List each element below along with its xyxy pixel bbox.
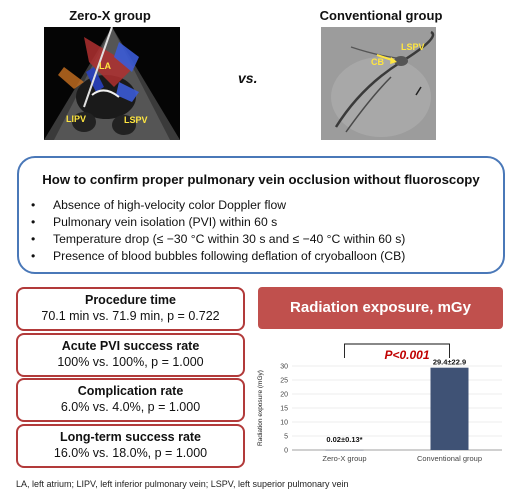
echo-label-lipv: LIPV: [66, 114, 87, 124]
fluoro-label-lspv: LSPV: [401, 42, 425, 52]
stat-title: Procedure time: [84, 293, 176, 307]
stat-box-long-term: [16, 424, 245, 468]
occlusion-criteria-box: [17, 156, 505, 274]
y-axis-label: Radiation exposure (mGy): [257, 370, 264, 446]
stat-value: 16.0% vs. 18.0%, p = 1.000: [53, 446, 208, 460]
conventional-group-title: Conventional group: [319, 8, 443, 23]
criteria-item: • Absence of high-velocity color Doppler flow: [25, 197, 503, 214]
radiation-chart: [252, 332, 514, 472]
echo-label-la: LA: [99, 61, 111, 71]
stat-title: Long-term success rate: [59, 430, 202, 444]
x-category-label: Conventional group: [416, 454, 483, 463]
echo-label-lspv: LSPV: [124, 115, 148, 125]
bar-data-label: 0.02±0.13*: [326, 435, 363, 444]
y-tick-label: 15: [280, 405, 288, 413]
stat-box-procedure-time: [16, 287, 245, 331]
y-tick-label: 10: [280, 419, 288, 427]
zero-x-group-title: Zero-X group: [69, 8, 151, 23]
stat-title: Complication rate: [77, 384, 184, 398]
criteria-item: • Temperature drop (≤ −30 °C within 30 s and ≤ −40 °C within 60 s): [25, 231, 503, 248]
stat-value: 100% vs. 100%, p = 1.000: [57, 355, 204, 369]
y-tick-label: 30: [280, 363, 288, 371]
stat-box-complication: [16, 378, 245, 422]
y-tick-label: 5: [284, 433, 288, 441]
fluoroscopy-image: [321, 27, 436, 140]
footnote: LA, left atrium; LIPV, left inferior pulmonary vein; LSPV, left superior pulmonary vein: [16, 479, 349, 489]
y-tick-label: 20: [280, 391, 288, 399]
significance-label: P<0.001: [384, 348, 430, 362]
echo-image: [44, 27, 180, 140]
fluoro-label-cb: CB: [371, 57, 384, 67]
stat-title: Acute PVI success rate: [61, 339, 200, 353]
y-tick-label: 25: [280, 377, 288, 385]
y-tick-label: 0: [284, 447, 288, 455]
occlusion-criteria-list: [25, 197, 503, 265]
criteria-item: • Presence of blood bubbles following deflation of cryoballoon (CB): [25, 248, 503, 265]
bar-data-label: 29.4±22.9: [432, 357, 467, 367]
x-category-label: Zero-X group: [322, 454, 367, 463]
echo-drawing: [44, 27, 180, 140]
occlusion-title: How to confirm proper pulmonary vein occlusion without fluoroscopy: [42, 172, 480, 187]
stat-box-acute-pvi: [16, 333, 245, 377]
stat-value: 6.0% vs. 4.0%, p = 1.000: [60, 400, 201, 414]
radiation-chart-svg: [252, 332, 514, 472]
vs-text: vs.: [238, 70, 258, 86]
criteria-item: • Pulmonary vein isolation (PVI) within 60 s: [25, 214, 503, 231]
bar: [431, 368, 469, 450]
radiation-banner: Radiation exposure, mGy: [258, 287, 503, 329]
stat-value: 70.1 min vs. 71.9 min, p = 0.722: [41, 309, 220, 323]
